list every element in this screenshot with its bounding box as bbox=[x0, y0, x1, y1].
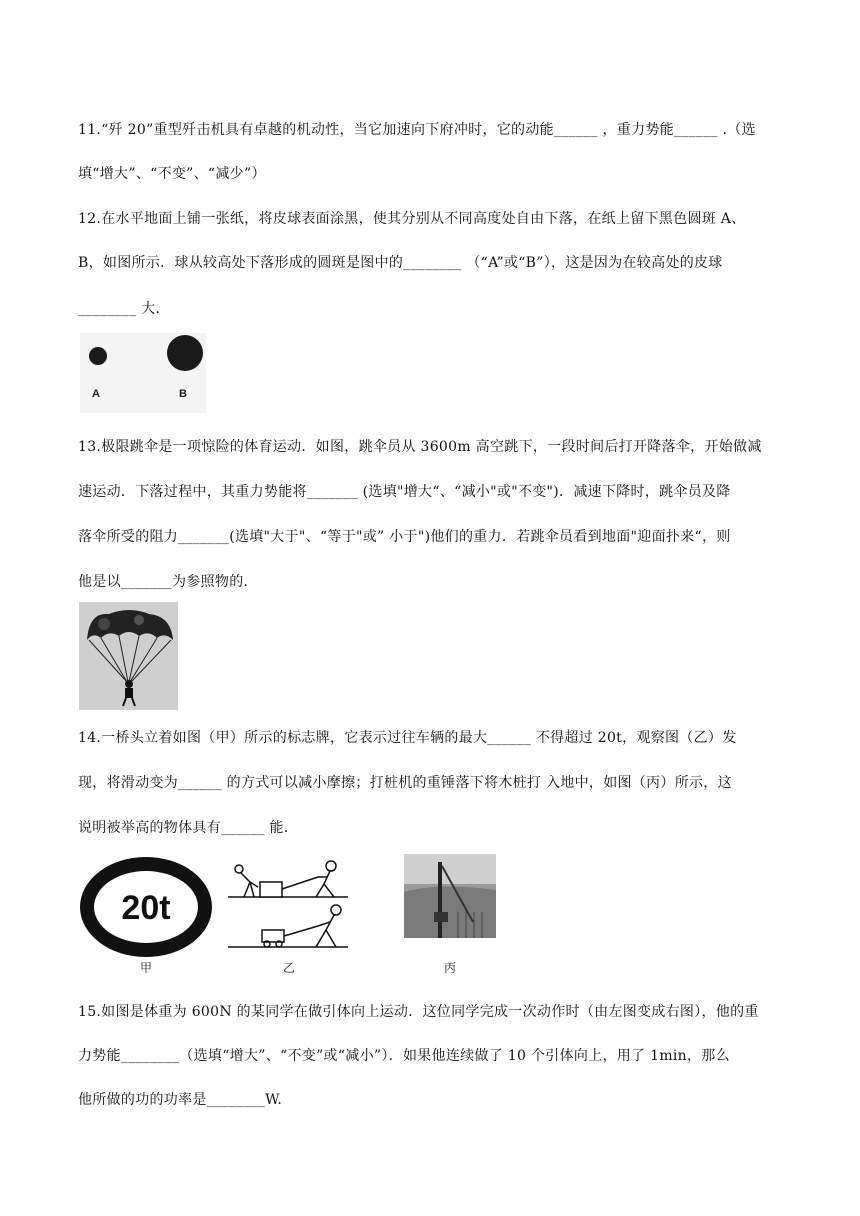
q14-figures bbox=[78, 852, 503, 978]
q14-line-2: 现，将滑动变为______ 的方式可以减小摩擦；打桩机的重锤落下将木桩打 入地中，如图（丙）所示，这 bbox=[78, 775, 732, 791]
label-yi: 乙 bbox=[283, 961, 296, 975]
q11-line-2: 填“增大”、“不变”、“减少”） bbox=[78, 166, 266, 182]
q15-line-2: 力势能________（选填“增大”、“不变”或“减小”）．如果他连续做了 10 个引体向上，用了 1min，那么 bbox=[78, 1048, 730, 1064]
q13-line-3: 落伞所受的阻力_______(选填"大于"、“等于"或” 小于")他们的重力．若跳伞员看到地面"迎面扑来“，则 bbox=[78, 529, 731, 545]
weight-limit-sign bbox=[80, 857, 212, 957]
q15-line-1: 15.如图是体重为 600N 的某同学在做引体向上运动．这位同学完成一次动作时（由左图变成右图），他的重 bbox=[78, 1004, 759, 1020]
q15-line-3: 他所做的功的功率是________W. bbox=[78, 1092, 283, 1108]
q14-line-1: 14.一桥头立着如图（甲）所示的标志牌，它表示过往车辆的最大______ 不得超过 20t，观察图（乙）发 bbox=[78, 730, 737, 746]
label-jia: 甲 bbox=[140, 961, 153, 975]
spot-a-label: A bbox=[92, 388, 100, 400]
q13-parachute-figure bbox=[79, 602, 178, 710]
spot-b-label: B bbox=[179, 388, 187, 400]
q12-line-1: 12.在水平地面上铺一张纸，将皮球表面涂黑，使其分别从不同高度处自由下落，在纸上留下黑色圆斑 A、 bbox=[78, 211, 746, 227]
q13-line-2: 速运动．下落过程中，其重力势能将_______ (选填"增大“、“减小"或"不变")．减速下降时，跳伞员及降 bbox=[78, 484, 731, 500]
q11-line-1: 11.“歼 20”重型歼击机具有卓越的机动性，当它加速向下府冲时，它的动能______ ，重力势能______ .（选 bbox=[78, 122, 756, 138]
q12-line-2: B，如图所示．球从较高处下落形成的圆斑是图中的________ （“A”或“B”），这是因为在较高处的皮球 bbox=[78, 255, 723, 271]
spot-a bbox=[89, 347, 107, 365]
pile-driver-photo bbox=[404, 854, 496, 938]
q13-line-1: 13.极限跳伞是一项惊险的体育运动．如图，跳伞员从 3600m 高空跳下，一段时间后打开降落伞，开始做减 bbox=[78, 439, 762, 455]
q13-line-4: 他是以_______为参照物的． bbox=[78, 574, 258, 590]
q12-line-3: ________ 大． bbox=[78, 301, 170, 317]
spot-b bbox=[167, 335, 203, 371]
q14-line-3: 说明被举高的物体具有______ 能． bbox=[78, 820, 299, 836]
friction-figure bbox=[228, 861, 348, 947]
label-bing: 丙 bbox=[444, 961, 457, 975]
sign-text: 20t bbox=[121, 889, 171, 927]
q12-figure-spots bbox=[80, 333, 206, 413]
